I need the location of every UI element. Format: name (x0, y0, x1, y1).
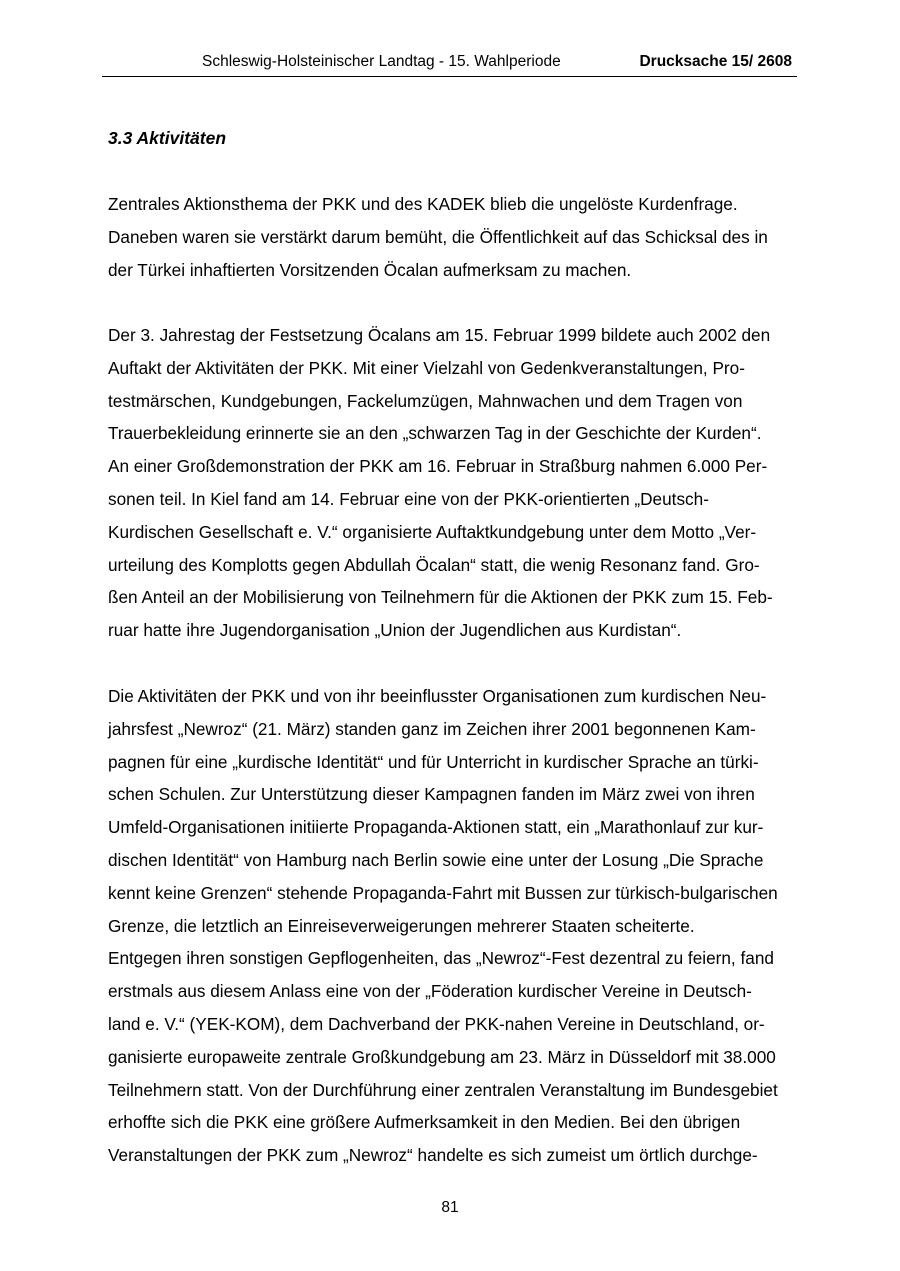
page-header (102, 52, 797, 77)
text-line: Daneben waren sie verstärkt darum bemüht, die Öffentlichkeit auf das Schicksal des in (108, 226, 768, 247)
text-line: Veranstaltungen der PKK zum „Newroz“ handelte es sich zumeist um örtlich durchge- (108, 1145, 758, 1166)
text-line: Umfeld-Organisationen initiierte Propaganda-Aktionen statt, ein „Marathonlauf zur kur- (108, 817, 764, 838)
text-line: urteilung des Komplotts gegen Abdullah Öcalan“ statt, die wenig Resonanz fand. Gro- (108, 554, 760, 575)
text-line: pagnen für eine „kurdische Identität“ und für Unterricht in kurdischer Sprache an türki- (108, 751, 759, 772)
text-line: An einer Großdemonstration der PKK am 16. Februar in Straßburg nahmen 6.000 Per- (108, 456, 768, 477)
text-line: Teilnehmern statt. Von der Durchführung einer zentralen Veranstaltung im Bundesgebiet (108, 1079, 778, 1100)
text-line: dischen Identität“ von Hamburg nach Berlin sowie eine unter der Losung „Die Sprache (108, 849, 764, 870)
document-number: Drucksache 15/ 2608 (639, 53, 792, 70)
text-line: Die Aktivitäten der PKK und von ihr beeinflusster Organisationen zum kurdischen Neu- (108, 686, 767, 706)
text-line: land e. V.“ (YEK-KOM), dem Dachverband der PKK-nahen Vereine in Deutschland, or- (108, 1013, 765, 1034)
text-line: Zentrales Aktionsthema der PKK und des KADEK blieb die ungelöste Kurdenfrage. (108, 194, 738, 214)
text-line: ruar hatte ihre Jugendorganisation „Union der Jugendlichen aus Kurdistan“. (108, 620, 682, 641)
text-line: testmärschen, Kundgebungen, Fackelumzügen, Mahnwachen und dem Tragen von (108, 390, 743, 411)
text-line: schen Schulen. Zur Unterstützung dieser Kampagnen fanden im März zwei von ihren (108, 784, 755, 805)
text-line: Grenze, die letztlich an Einreiseverweigerungen mehrerer Staaten scheiterte. (108, 915, 695, 936)
header-title: Schleswig-Holsteinischer Landtag - 15. Wahlperiode (202, 53, 561, 70)
text-line: Kurdischen Gesellschaft e. V.“ organisierte Auftaktkundgebung unter dem Motto „Ver- (108, 521, 757, 542)
text-line: Auftakt der Aktivitäten der PKK. Mit einer Vielzahl von Gedenkveranstaltungen, Pro- (108, 357, 745, 378)
text-line: sonen teil. In Kiel fand am 14. Februar eine von der PKK-orientierten „Deutsch- (108, 488, 709, 509)
page-number: 81 (441, 1199, 459, 1216)
text-line: ganisierte europaweite zentrale Großkundgebung am 23. März in Düsseldorf mit 38.000 (108, 1046, 776, 1067)
text-line: erhoffte sich die PKK eine größere Aufmerksamkeit in den Medien. Bei den übrigen (108, 1112, 741, 1133)
text-line: Der 3. Jahrestag der Festsetzung Öcalans am 15. Februar 1999 bildete auch 2002 den (108, 325, 771, 345)
text-line: Trauerbekleidung erinnerte sie an den „schwarzen Tag in der Geschichte der Kurden“. (108, 423, 762, 444)
paragraph-2 (108, 319, 773, 647)
text-line: ßen Anteil an der Mobilisierung von Teilnehmern für die Aktionen der PKK zum 15. Feb- (108, 587, 773, 608)
section-title: 3.3 Aktivitäten (108, 128, 227, 148)
paragraph-1 (108, 188, 768, 286)
paragraph-3 (108, 680, 778, 1172)
text-line: erstmals aus diesem Anlass eine von der „Föderation kurdischer Vereine in Deutsch- (108, 981, 752, 1002)
text-line: Entgegen ihren sonstigen Gepflogenheiten, das „Newroz“-Fest dezentral zu feiern, fand (108, 948, 774, 969)
text-line: jahrsfest „Newroz“ (21. März) standen ganz im Zeichen ihrer 2001 begonnenen Kam- (108, 718, 756, 739)
text-line: kennt keine Grenzen“ stehende Propaganda-Fahrt mit Bussen zur türkisch-bulgarischen (108, 882, 778, 903)
text-line: der Türkei inhaftierten Vorsitzenden Öcalan aufmerksam zu machen. (108, 259, 632, 280)
